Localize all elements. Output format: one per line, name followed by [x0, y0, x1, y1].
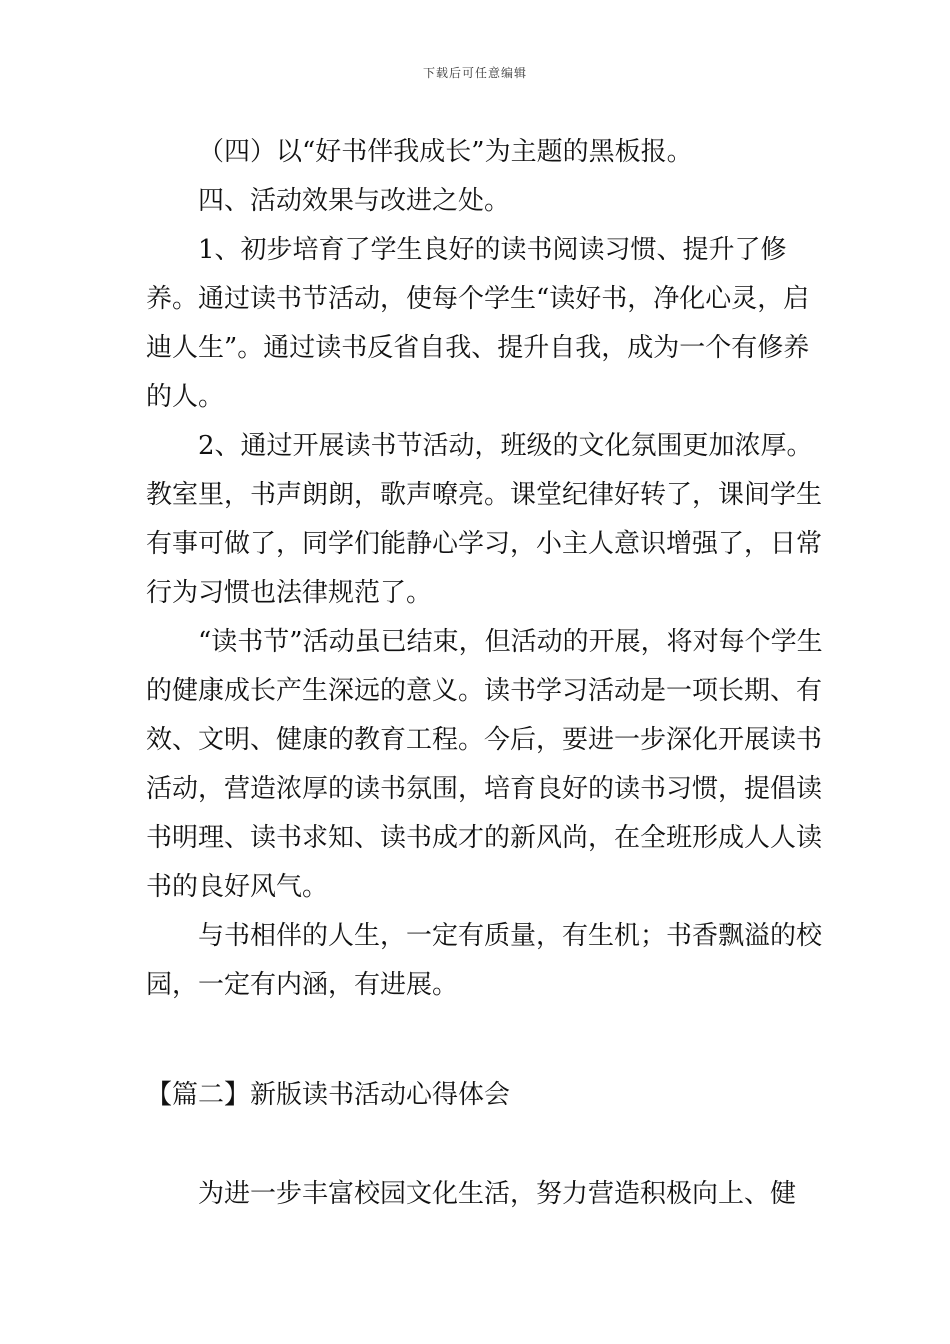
paragraph-effect-1: 1、初步培育了学生良好的读书阅读习惯、提升了修养。通过读书节活动，使每个学生“读好书，净化心灵，启迪人生”。通过读书反省自我、提升自我，成为一个有修养的人。: [146, 235, 810, 412]
section-title: 【篇二】新版读书活动心得体会: [146, 1080, 511, 1110]
paragraph-closing: 与书相伴的人生，一定有质量，有生机；书香飘溢的校园，一定有内涵，有进展。: [146, 921, 823, 1000]
paragraph-blackboard: （四）以“好书伴我成长”为主题的黑板报。: [198, 137, 693, 167]
header-note: 下载后可任意编辑: [422, 66, 527, 80]
section-body: [146, 1170, 826, 1219]
paragraph-conclusion: “读书节”活动虽已结束，但活动的开展，将对每个学生的健康成长产生深远的意义。读书学习活动是一项长期、有效、文明、健康的教育工程。今后，要进一步深化开展读书活动，营造浓厚的读书氛围，培育良好的读书习惯，提倡读书明理、读书求知、读书成才的新风尚，在全班形成人人读书的良好风气。: [146, 627, 823, 902]
document-body: [146, 128, 826, 1010]
section-first-paragraph: 为进一步丰富校园文化生活，努力营造积极向上、健: [198, 1179, 797, 1209]
paragraph-effect-2: 2、通过开展读书节活动，班级的文化氛围更加浓厚。教室里，书声朗朗，歌声嘹亮。课堂纪律好转了，课间学生有事可做了，同学们能静心学习，小主人意识增强了，日常行为习惯也法律规范了。: [146, 431, 823, 608]
paragraph-effects-heading: 四、活动效果与改进之处。: [198, 186, 511, 216]
